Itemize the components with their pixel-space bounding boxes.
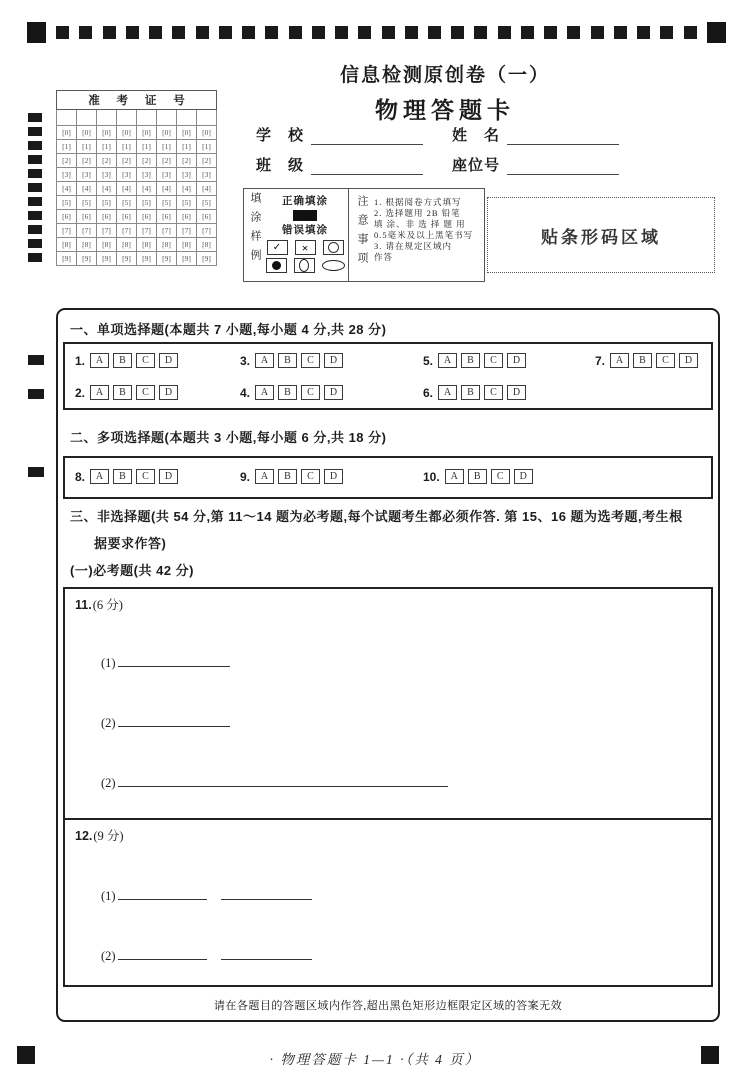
option-bubble-D[interactable]: D	[679, 353, 698, 368]
timing-mark	[28, 155, 42, 164]
class-field	[256, 154, 452, 175]
timing-mark	[219, 26, 232, 39]
timing-mark	[684, 26, 697, 39]
timing-mark	[149, 26, 162, 39]
digit-bubble-cell[interactable]: [1]	[157, 140, 177, 154]
digit-bubble-cell[interactable]: [6]	[77, 210, 97, 224]
digit-bubble-cell[interactable]: [7]	[157, 224, 177, 238]
blank-label: (1)	[101, 656, 116, 670]
seat-write-line[interactable]	[507, 158, 619, 175]
digit-bubble-cell[interactable]: [6]	[197, 210, 217, 224]
blank-label: (2)	[101, 949, 116, 963]
digit-bubble-cell[interactable]: [0]	[117, 126, 137, 140]
question-9	[240, 469, 347, 484]
cross-mark-icon: ×	[295, 240, 316, 255]
answer-write-line[interactable]	[221, 946, 312, 960]
digit-bubble-cell[interactable]: [5]	[77, 196, 97, 210]
field-row	[256, 124, 696, 145]
answer-write-line[interactable]	[118, 773, 448, 787]
question-12-answer-box	[63, 818, 713, 987]
digit-bubble-cell[interactable]: [7]	[177, 224, 197, 238]
question-10	[423, 469, 537, 484]
class-label: 班 级	[256, 158, 305, 174]
notice-line: 1. 根据阅卷方式填写	[374, 197, 462, 207]
digit-bubble-cell[interactable]: [3]	[97, 168, 117, 182]
circle-mark-icon	[323, 240, 344, 255]
digit-bubble-cell[interactable]: [7]	[197, 224, 217, 238]
option-bubble-A[interactable]: A	[90, 353, 109, 368]
question-row	[65, 353, 711, 369]
digit-bubble-cell[interactable]: [9]	[137, 252, 157, 266]
school-label: 学 校	[256, 128, 305, 144]
fill-example-content	[262, 192, 348, 278]
answer-write-line[interactable]	[118, 653, 230, 667]
question-7	[595, 353, 702, 368]
timing-mark	[451, 26, 464, 39]
digit-bubble-cell[interactable]: [1]	[97, 140, 117, 154]
digit-bubble-cell[interactable]: [7]	[57, 224, 77, 238]
digit-bubble-cell[interactable]: [3]	[57, 168, 77, 182]
digit-bubble-cell[interactable]: [4]	[157, 182, 177, 196]
question-12-header	[75, 826, 124, 844]
question-number: 2.	[75, 385, 86, 400]
question-3	[240, 353, 347, 368]
digit-bubble-cell[interactable]: [7]	[97, 224, 117, 238]
digit-bubble-cell[interactable]: [6]	[157, 210, 177, 224]
student-fields	[256, 124, 696, 184]
option-bubble-B[interactable]: B	[633, 353, 652, 368]
check-mark-icon: ✓	[267, 240, 288, 255]
digit-bubble-cell[interactable]: [4]	[57, 182, 77, 196]
digit-bubble-cell[interactable]: [4]	[197, 182, 217, 196]
digit-bubble-cell[interactable]: [9]	[77, 252, 97, 266]
fill-example-side-label: 填涂样例	[249, 192, 261, 268]
question-number: 10.	[423, 469, 440, 484]
notice-line: 3. 请在规定区域内	[374, 241, 453, 251]
blank-label: (2)	[101, 716, 116, 730]
option-bubble-B[interactable]: B	[461, 353, 480, 368]
answer-write-line[interactable]	[221, 886, 312, 900]
question-2	[75, 385, 182, 400]
question-number: 6.	[423, 385, 434, 400]
answer-blank	[101, 946, 312, 964]
digit-bubble-cell[interactable]: [5]	[97, 196, 117, 210]
timing-mark	[567, 26, 580, 39]
barcode-area	[487, 197, 715, 273]
timing-mark	[28, 389, 44, 399]
id-write-cell[interactable]	[117, 110, 137, 126]
option-bubble-D[interactable]: D	[159, 353, 178, 368]
id-grid-body	[57, 110, 217, 266]
question-number: 5.	[423, 353, 434, 368]
id-write-cell[interactable]	[97, 110, 117, 126]
notice-line: 填 涂、非 选 择 题 用	[374, 219, 466, 229]
digit-bubble-cell[interactable]: [2]	[157, 154, 177, 168]
digit-bubble-cell[interactable]: [2]	[177, 154, 197, 168]
question-1	[75, 353, 182, 368]
digit-bubble-cell[interactable]: [2]	[97, 154, 117, 168]
non-choice-section-title-line1: 三、非选择题(共 54 分,第 11～14 题为必考题,每个试题考生都必须作答. 第 15、16 题为选考题,考生根	[70, 509, 683, 524]
option-bubble-B[interactable]: B	[278, 469, 297, 484]
option-bubble-C[interactable]: C	[301, 469, 320, 484]
timing-mark	[28, 253, 42, 262]
timing-mark	[56, 26, 69, 39]
corner-timing-mark	[707, 22, 726, 43]
digit-bubble-cell[interactable]: [4]	[177, 182, 197, 196]
option-bubble-A[interactable]: A	[90, 385, 109, 400]
option-bubble-C[interactable]: C	[136, 469, 155, 484]
digit-bubble-cell[interactable]: [3]	[157, 168, 177, 182]
timing-mark	[172, 26, 185, 39]
multi-choice-section-title: 二、多项选择题(本题共 3 小题,每小题 6 分,共 18 分)	[70, 430, 387, 445]
name-label: 姓 名	[452, 128, 501, 144]
option-bubble-D[interactable]: D	[324, 385, 343, 400]
barcode-area-label: 贴条形码区域	[541, 227, 661, 247]
option-bubble-A[interactable]: A	[438, 353, 457, 368]
question-number: 9.	[240, 469, 251, 484]
digit-bubble-cell[interactable]: [9]	[97, 252, 117, 266]
digit-bubble-cell[interactable]: [4]	[137, 182, 157, 196]
answer-region-box	[56, 308, 720, 1022]
answer-write-line[interactable]	[118, 713, 230, 727]
question-score: (9 分)	[93, 829, 124, 843]
digit-bubble-cell[interactable]: [8]	[117, 238, 137, 252]
option-bubble-C[interactable]: C	[484, 385, 503, 400]
wrong-fill-row-1	[262, 240, 348, 255]
digit-bubble-cell[interactable]: [8]	[197, 238, 217, 252]
blank-label: (2)	[101, 776, 116, 790]
class-write-line[interactable]	[311, 158, 423, 175]
id-write-cell[interactable]	[177, 110, 197, 126]
answer-blank	[101, 886, 312, 904]
school-write-line[interactable]	[311, 128, 423, 145]
digit-bubble-cell[interactable]: [9]	[197, 252, 217, 266]
timing-mark	[28, 211, 42, 220]
digit-bubble-cell[interactable]: [3]	[117, 168, 137, 182]
digit-bubble-cell[interactable]: [6]	[117, 210, 137, 224]
digit-bubble-cell[interactable]: [0]	[197, 126, 217, 140]
option-bubble-C[interactable]: C	[484, 353, 503, 368]
option-bubble-B[interactable]: B	[113, 385, 132, 400]
notice-line: 作答	[374, 252, 394, 262]
digit-bubble-cell[interactable]: [9]	[177, 252, 197, 266]
oval-mark-icon	[294, 258, 315, 273]
digit-bubble-cell[interactable]: [0]	[57, 126, 77, 140]
digit-bubble-cell[interactable]: [8]	[137, 238, 157, 252]
timing-mark	[289, 26, 302, 39]
option-bubble-B[interactable]: B	[113, 353, 132, 368]
correct-fill-mark-icon	[293, 210, 317, 221]
answer-region-note: 请在各题目的答题区域内作答,超出黑色矩形边框限定区域的答案无效	[213, 1000, 563, 1012]
timing-mark	[498, 26, 511, 39]
option-bubble-D[interactable]: D	[159, 385, 178, 400]
timing-mark	[358, 26, 371, 39]
timing-mark	[103, 26, 116, 39]
question-number: 7.	[595, 353, 606, 368]
grid-timing-marks	[28, 113, 42, 262]
digit-bubble-cell[interactable]: [7]	[137, 224, 157, 238]
exam-id-grid	[56, 90, 217, 266]
digit-bubble-cell[interactable]: [6]	[137, 210, 157, 224]
timing-mark	[474, 26, 487, 39]
option-bubble-A[interactable]: A	[255, 469, 274, 484]
timing-mark	[660, 26, 673, 39]
option-bubble-A[interactable]: A	[90, 469, 109, 484]
timing-mark	[79, 26, 92, 39]
option-bubble-A[interactable]: A	[445, 469, 464, 484]
timing-mark	[28, 169, 42, 178]
timing-mark	[405, 26, 418, 39]
top-timing-strip	[27, 20, 726, 44]
single-choice-bubble-box	[63, 342, 713, 410]
digit-bubble-cell[interactable]: [1]	[57, 140, 77, 154]
timing-mark	[28, 225, 42, 234]
digit-bubble-cell[interactable]: [3]	[137, 168, 157, 182]
answer-write-line[interactable]	[118, 946, 207, 960]
timing-mark	[265, 26, 278, 39]
option-bubble-A[interactable]: A	[610, 353, 629, 368]
digit-bubble-cell[interactable]: [5]	[177, 196, 197, 210]
digit-bubble-cell[interactable]: [8]	[77, 238, 97, 252]
question-score: (6 分)	[92, 598, 123, 612]
notice-line: 2. 选择题用 2B 铅笔	[374, 208, 461, 218]
digit-bubble-cell[interactable]: [5]	[157, 196, 177, 210]
question-8	[75, 469, 182, 484]
name-write-line[interactable]	[507, 128, 619, 145]
answer-blank	[101, 773, 448, 791]
digit-bubble-cell[interactable]: [2]	[57, 154, 77, 168]
page-footer: · 物理答题卡 1—1 ·（共 4 页）	[269, 1052, 481, 1067]
option-bubble-C[interactable]: C	[136, 385, 155, 400]
question-row	[65, 469, 711, 485]
timing-mark	[28, 183, 42, 192]
timing-mark	[28, 141, 42, 150]
wrong-fill-row-2	[262, 258, 348, 273]
exam-id-grid-header: 准 考 证 号	[57, 91, 217, 110]
school-field	[256, 124, 452, 145]
timing-mark	[382, 26, 395, 39]
option-bubble-B[interactable]: B	[278, 385, 297, 400]
timing-mark	[637, 26, 650, 39]
option-bubble-C[interactable]: C	[301, 353, 320, 368]
digit-bubble-cell[interactable]: [0]	[97, 126, 117, 140]
digit-bubble-cell[interactable]: [2]	[137, 154, 157, 168]
digit-bubble-cell[interactable]: [0]	[157, 126, 177, 140]
question-number: 4.	[240, 385, 251, 400]
timing-mark	[196, 26, 209, 39]
non-choice-section-title-line2: 据要求作答)	[94, 536, 167, 551]
blank-label: (1)	[101, 889, 116, 903]
answer-blank	[101, 653, 230, 671]
option-bubble-B[interactable]: B	[278, 353, 297, 368]
notice-line: 0.5毫米及以上黑笔书写	[374, 230, 474, 240]
timing-mark	[126, 26, 139, 39]
timing-mark	[544, 26, 557, 39]
digit-bubble-cell[interactable]: [0]	[77, 126, 97, 140]
id-write-cell[interactable]	[157, 110, 177, 126]
digit-bubble-cell[interactable]: [1]	[137, 140, 157, 154]
timing-mark	[242, 26, 255, 39]
digit-bubble-cell[interactable]: [5]	[117, 196, 137, 210]
correct-fill-label: 正确填涂	[282, 196, 328, 207]
digit-bubble-cell[interactable]: [8]	[57, 238, 77, 252]
question-number: 8.	[75, 469, 86, 484]
timing-mark	[591, 26, 604, 39]
answer-write-line[interactable]	[118, 886, 207, 900]
question-row	[65, 385, 711, 401]
digit-bubble-cell[interactable]: [3]	[197, 168, 217, 182]
digit-bubble-cell[interactable]: [0]	[137, 126, 157, 140]
digit-bubble-cell[interactable]: [4]	[77, 182, 97, 196]
timing-mark	[521, 26, 534, 39]
timing-mark	[28, 127, 42, 136]
field-row	[256, 154, 696, 175]
option-bubble-D[interactable]: D	[507, 385, 526, 400]
option-bubble-D[interactable]: D	[324, 469, 343, 484]
question-5	[423, 353, 530, 368]
question-6	[423, 385, 530, 400]
option-bubble-B[interactable]: B	[113, 469, 132, 484]
digit-bubble-cell[interactable]: [4]	[97, 182, 117, 196]
digit-bubble-cell[interactable]: [9]	[57, 252, 77, 266]
digit-bubble-cell[interactable]: [6]	[177, 210, 197, 224]
digit-bubble-cell[interactable]: [8]	[177, 238, 197, 252]
digit-bubble-cell[interactable]: [1]	[77, 140, 97, 154]
digit-bubble-cell[interactable]: [3]	[77, 168, 97, 182]
question-number: 1.	[75, 353, 86, 368]
digit-bubble-cell[interactable]: [1]	[117, 140, 137, 154]
timing-mark	[28, 355, 44, 365]
digit-bubble-cell[interactable]: [5]	[197, 196, 217, 210]
name-field	[452, 124, 619, 145]
option-bubble-D[interactable]: D	[514, 469, 533, 484]
answer-blank	[101, 713, 230, 731]
notice-side-label: 注意事项	[356, 195, 368, 271]
digit-bubble-cell[interactable]: [6]	[97, 210, 117, 224]
digit-bubble-cell[interactable]: [2]	[197, 154, 217, 168]
wrong-fill-label: 错误填涂	[282, 225, 328, 236]
digit-bubble-cell[interactable]: [3]	[177, 168, 197, 182]
id-write-cell[interactable]	[77, 110, 97, 126]
timing-mark	[312, 26, 325, 39]
digit-bubble-cell[interactable]: [2]	[117, 154, 137, 168]
timing-mark	[28, 197, 42, 206]
digit-bubble-cell[interactable]: [8]	[157, 238, 177, 252]
digit-bubble-cell[interactable]: [1]	[177, 140, 197, 154]
id-write-cell[interactable]	[57, 110, 77, 126]
digit-bubble-cell[interactable]: [5]	[57, 196, 77, 210]
timing-mark	[28, 239, 42, 248]
question-number: 3.	[240, 353, 251, 368]
option-bubble-A[interactable]: A	[438, 385, 457, 400]
fill-example-notice-box	[243, 188, 485, 282]
option-bubble-C[interactable]: C	[136, 353, 155, 368]
digit-bubble-cell[interactable]: [1]	[197, 140, 217, 154]
option-bubble-C[interactable]: C	[656, 353, 675, 368]
question-number: 11.	[75, 598, 92, 612]
notice-lines	[369, 195, 473, 278]
timing-mark	[614, 26, 627, 39]
required-questions-subtitle: (一)必考题(共 42 分)	[70, 563, 195, 578]
corner-timing-mark	[27, 22, 46, 43]
id-write-cell[interactable]	[137, 110, 157, 126]
digit-bubble-cell[interactable]: [8]	[97, 238, 117, 252]
page-title: 物理答题卡	[375, 98, 515, 123]
seat-field	[452, 154, 619, 175]
digit-bubble-cell[interactable]: [6]	[57, 210, 77, 224]
option-bubble-A[interactable]: A	[255, 385, 274, 400]
id-write-cell[interactable]	[197, 110, 217, 126]
digit-bubble-cell[interactable]: [7]	[77, 224, 97, 238]
option-bubble-B[interactable]: B	[468, 469, 487, 484]
option-bubble-C[interactable]: C	[301, 385, 320, 400]
digit-bubble-cell[interactable]: [9]	[117, 252, 137, 266]
question-4	[240, 385, 347, 400]
digit-bubble-cell[interactable]: [9]	[157, 252, 177, 266]
digit-bubble-cell[interactable]: [5]	[137, 196, 157, 210]
option-bubble-B[interactable]: B	[461, 385, 480, 400]
flat-ellipse-mark-icon	[322, 260, 345, 271]
single-choice-section-title: 一、单项选择题(本题共 7 小题,每小题 4 分,共 28 分)	[70, 322, 387, 337]
notice-panel	[349, 189, 484, 281]
dot-mark-icon	[266, 258, 287, 273]
timing-mark	[28, 467, 44, 477]
digit-bubble-cell[interactable]: [0]	[177, 126, 197, 140]
seat-label: 座位号	[452, 158, 501, 174]
option-bubble-C[interactable]: C	[491, 469, 510, 484]
option-bubble-A[interactable]: A	[255, 353, 274, 368]
question-11-header	[75, 595, 123, 613]
timing-mark	[428, 26, 441, 39]
option-bubble-D[interactable]: D	[159, 469, 178, 484]
question-number: 12.	[75, 829, 93, 843]
digit-bubble-cell[interactable]: [4]	[117, 182, 137, 196]
page-header	[230, 60, 660, 125]
option-bubble-D[interactable]: D	[507, 353, 526, 368]
question-11-answer-box	[63, 587, 713, 822]
multi-choice-bubble-box	[63, 456, 713, 499]
digit-bubble-cell[interactable]: [7]	[117, 224, 137, 238]
fill-example-panel	[244, 189, 349, 281]
option-bubble-D[interactable]: D	[324, 353, 343, 368]
exam-title: 信息检测原创卷（一）	[339, 65, 550, 86]
timing-mark	[28, 113, 42, 122]
timing-mark	[335, 26, 348, 39]
digit-bubble-cell[interactable]: [2]	[77, 154, 97, 168]
